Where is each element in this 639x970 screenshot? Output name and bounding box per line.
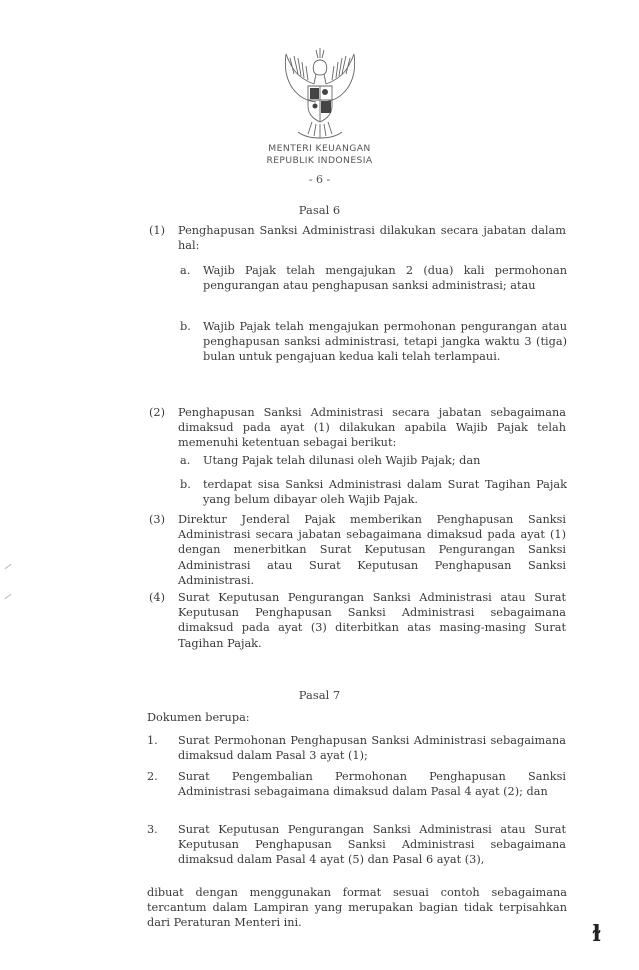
list-item-text: Surat Pengembalian Permohonan Penghapusan Sanksi Administrasi sebagaimana dimaksud dalam Pasal 4 ayat (2); dan — [178, 770, 566, 799]
item-text: Wajib Pajak telah mengajukan permohonan pengurangan atau penghapusan sanksi administrasi, tetapi jangka waktu 3 (tiga) bulan untuk pengajuan kedua kali telah terlampaui. — [203, 320, 567, 364]
garuda-emblem — [268, 44, 372, 144]
item-letter: a. — [180, 264, 191, 277]
ayat-number: (4) — [149, 591, 166, 604]
list-number: 3. — [147, 823, 158, 836]
ayat-number: (3) — [149, 513, 166, 526]
pasal-7-intro: Dokumen berupa: — [147, 711, 250, 724]
page-number: - 6 - — [308, 173, 331, 186]
country-name: REPUBLIK INDONESIA — [266, 155, 373, 166]
item-letter: b. — [180, 320, 191, 333]
list-item-text: Surat Permohonan Penghapusan Sanksi Administrasi sebagaimana dimaksud dalam Pasal 3 ayat (1); — [178, 734, 566, 763]
ministry-name: MENTERI KEUANGAN — [268, 143, 371, 154]
item-letter: b. — [180, 478, 191, 491]
ayat-number: (2) — [149, 406, 166, 419]
ayat-text: Surat Keputusan Pengurangan Sanksi Administrasi atau Surat Keputusan Penghapusan Sanksi Administrasi sebagaimana dimaksud pada ayat (3) diterbitkan atas masing-masing Surat Tagihan Pajak. — [178, 591, 566, 650]
pasal-7-title: Pasal 7 — [298, 688, 341, 702]
ayat-text: Direktur Jenderal Pajak memberikan Penghapusan Sanksi Administrasi secara jabatan sebagaimana dimaksud pada ayat (1) dengan menerbitkan Surat Keputusan Pengurangan Sanksi Administrasi atau Surat Keputusan Penghapusan Sanksi Administrasi. — [178, 513, 566, 587]
scan-mark — [4, 564, 11, 569]
list-number: 1. — [147, 734, 158, 747]
list-number: 2. — [147, 770, 158, 783]
ayat-text: Penghapusan Sanksi Administrasi dilakukan secara jabatan dalam hal: — [178, 224, 566, 253]
scan-mark — [4, 594, 11, 599]
list-item-text: Surat Keputusan Pengurangan Sanksi Administrasi atau Surat Keputusan Penghapusan Sanksi Administrasi sebagaimana dimaksud dalam Pasal 4 ayat (5) dan Pasal 6 ayat (3), — [178, 823, 566, 867]
ayat-number: (1) — [149, 224, 166, 237]
pasal-6-title: Pasal 6 — [298, 203, 341, 217]
closing-paragraph: dibuat dengan menggunakan format sesuai contoh sebagaimana tercantum dalam Lampiran yang merupakan bagian tidak terpisahkan dari Peraturan Menteri ini. — [147, 886, 567, 930]
item-text: Utang Pajak telah dilunasi oleh Wajib Pajak; dan — [203, 454, 481, 467]
item-letter: a. — [180, 454, 191, 467]
item-text: Wajib Pajak telah mengajukan 2 (dua) kali permohonan pengurangan atau penghapusan sanksi administrasi; atau — [203, 264, 567, 293]
handwritten-initial: ɫ — [592, 921, 601, 947]
ayat-text: Penghapusan Sanksi Administrasi secara jabatan sebagaimana dimaksud pada ayat (1) dilakukan apabila Wajib Pajak telah memenuhi ketentuan sebagai berikut: — [178, 406, 566, 450]
item-text: terdapat sisa Sanksi Administrasi dalam Surat Tagihan Pajak yang belum dibayar oleh Wajib Pajak. — [203, 478, 567, 507]
